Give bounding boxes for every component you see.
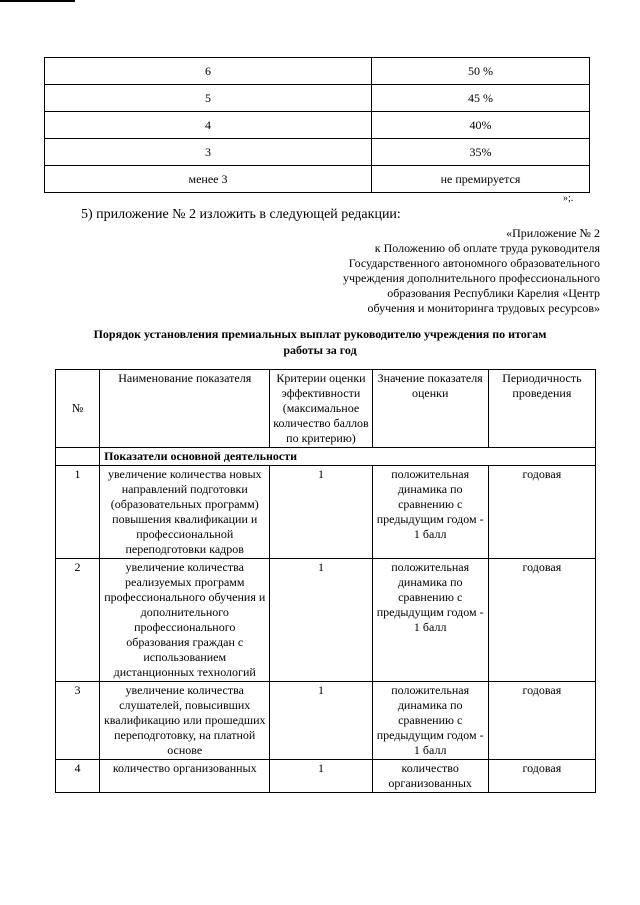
row-number: 4 [56, 760, 100, 793]
row-name: количество организованных [100, 760, 270, 793]
table-row [56, 682, 596, 760]
score-cell: 6 [45, 58, 372, 85]
header-name: Наименование показателя [100, 370, 270, 448]
row-number: 2 [56, 559, 100, 682]
row-criteria: 1 [270, 760, 372, 793]
header-value: Значение показателя оценки [372, 370, 488, 448]
appendix-line: учреждения дополнительного профессионального [343, 271, 600, 285]
corner-mark [0, 0, 75, 2]
score-cell: менее 3 [45, 166, 372, 193]
table-row [56, 760, 596, 793]
table-row [56, 466, 596, 559]
row-value: количество организованных [372, 760, 488, 793]
section-label: Показатели основной деятельности [100, 448, 596, 466]
table-row [45, 58, 590, 85]
header-row [56, 370, 596, 448]
appendix-header [300, 226, 600, 316]
header-number: № [56, 370, 100, 448]
row-criteria: 1 [270, 682, 372, 760]
row-period: годовая [488, 760, 595, 793]
premium-cell: не премируется [372, 166, 590, 193]
table-row [45, 85, 590, 112]
table-row [45, 139, 590, 166]
score-cell: 4 [45, 112, 372, 139]
score-cell: 3 [45, 139, 372, 166]
premium-cell: 45 % [372, 85, 590, 112]
header-criteria: Критерии оценки эффективности (максимальное количество баллов по критерию) [270, 370, 372, 448]
row-value: положительная динамика по сравнению с предыдущим годом - 1 балл [372, 682, 488, 760]
row-value: положительная динамика по сравнению с предыдущим годом - 1 балл [372, 466, 488, 559]
row-period: годовая [488, 682, 595, 760]
grade-table [44, 57, 590, 193]
row-period: годовая [488, 466, 595, 559]
indicators-table [55, 369, 596, 793]
row-value: положительная динамика по сравнению с предыдущим годом - 1 балл [372, 559, 488, 682]
appendix-line: образования Республики Карелия «Центр [387, 286, 600, 300]
table-row [56, 559, 596, 682]
table-row [45, 166, 590, 193]
row-name: увеличение количества новых направлений подготовки (образовательных программ) повышения квалификации и профессиональной переподготовки кадров [100, 466, 270, 559]
premium-cell: 40% [372, 112, 590, 139]
premium-cell: 50 % [372, 58, 590, 85]
section-title [40, 326, 600, 358]
section-title-line: работы за год [283, 343, 357, 357]
score-cell: 5 [45, 85, 372, 112]
section-title-line: Порядок установления премиальных выплат руководителю учреждения по итогам [93, 327, 547, 341]
row-criteria: 1 [270, 466, 372, 559]
row-number: 3 [56, 682, 100, 760]
appendix-line: «Приложение № 2 [506, 226, 600, 240]
amendment-paragraph: 5) приложение № 2 изложить в следующей редакции: [81, 207, 401, 222]
row-name: увеличение количества реализуемых программ профессионального обучения и дополнительного профессионального образования граждан с использованием дистанционных технологий [100, 559, 270, 682]
row-number: 1 [56, 466, 100, 559]
premium-cell: 35% [372, 139, 590, 166]
closing-mark: »;. [563, 193, 574, 204]
header-period: Периодичность проведения [488, 370, 595, 448]
row-criteria: 1 [270, 559, 372, 682]
row-name: увеличение количества слушателей, повысивших квалификацию или прошедших переподготовку, на платной основе [100, 682, 270, 760]
appendix-line: Государственного автономного образовательного [348, 256, 600, 270]
section-row [56, 448, 596, 466]
row-period: годовая [488, 559, 595, 682]
table-row [45, 112, 590, 139]
appendix-line: обучения и мониторинга трудовых ресурсов» [367, 301, 600, 315]
appendix-line: к Положению об оплате труда руководителя [374, 241, 600, 255]
